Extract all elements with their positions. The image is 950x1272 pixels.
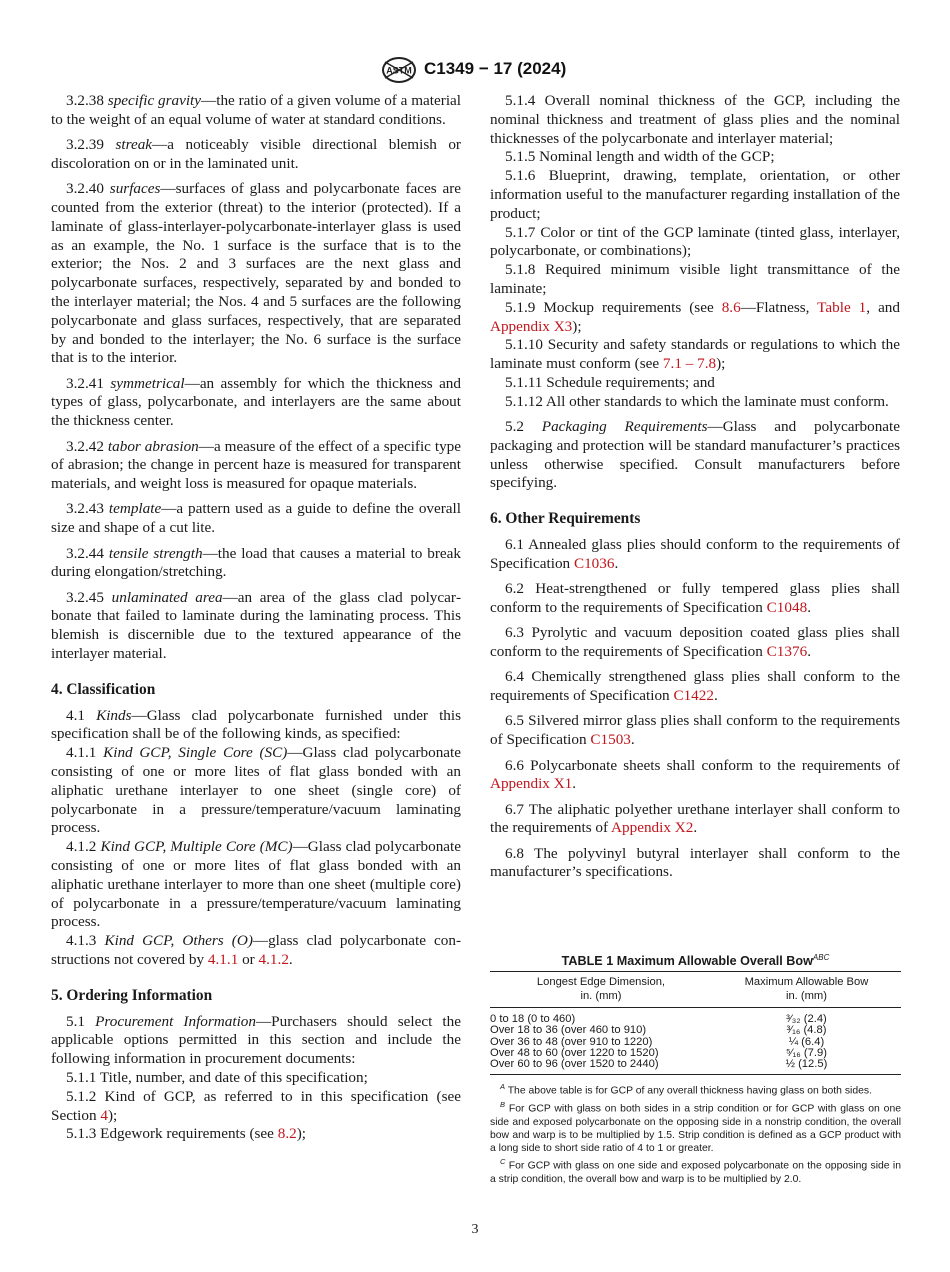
column-header-allowable-bow: Maximum Allowable Bow in. (mm) xyxy=(712,972,901,1008)
link-c1422[interactable]: C1422 xyxy=(673,687,714,705)
section-heading-classification: 4. Classification xyxy=(51,680,156,698)
link-table-1[interactable]: Table 1 xyxy=(817,298,867,316)
left-column xyxy=(51,92,461,1144)
table-row: Over 48 to 60 (over 1220 to 1520) ⁵⁄₁₆ (7.9) xyxy=(490,1046,827,1059)
footnote-b: $^B$ For GCP with glass on both sides in a strip condition or for GCP with glass on one side and exposed polycarbonate on the opposing side in a nonstrip condition, the overall bow and warp is to be multiplied by 1.5. Strip condition is defined as a GCP product with a long side to short side ratio of 4 to 1 or greater. xyxy=(490,1099,901,1154)
link-appendix-x1[interactable]: Appendix X1 xyxy=(490,775,573,793)
paragraph-5-1-7: 5.1.7 Color or tint of the GCP laminate (tinted glass, interlayer, polycarbonate, or combinations); xyxy=(490,223,900,260)
paragraph-5-1-4: 5.1.4 Overall nominal thickness of the GCP, including the nominal thickness and treatment of glass plies and the nominal thicknesses of the polycarbonate and interlayer material; xyxy=(490,92,900,147)
paragraph-6-5: 6.5 Silvered mirror glass plies shall conform to the requirements of Specification C1503. xyxy=(490,712,900,749)
link-8-2[interactable]: 8.2 xyxy=(277,1125,297,1143)
paragraph-6-6: 6.6 Polycarbonate sheets shall conform to the requirements of Appendix X1. xyxy=(490,756,900,793)
footnote-c: $^C$ For GCP with glass on one side and exposed polycarbonate on the opposing side in a strip condition, the overall bow and warp is to be multiplied by 2.0. xyxy=(490,1157,901,1185)
paragraph-5-1: 5.1 Procurement Information—Purchasers should select the applicable options permitted in this section and include the following information in procurement documents: xyxy=(51,1012,461,1068)
link-7-1-7-8[interactable]: 7.1 – 7.8 xyxy=(662,355,717,373)
link-8-6[interactable]: 8.6 xyxy=(721,298,741,316)
paragraph-5-1-3: 5.1.3 Edgework requirements (see 8.2); xyxy=(66,1125,306,1143)
table-footnotes xyxy=(490,1080,901,1186)
paragraph-3-2-44: 3.2.44 tensile strength—the load that causes a material to break during elongation/stretching. xyxy=(51,544,461,581)
table-row: 0 to 18 (0 to 460) ³⁄₃₂ (2.4) xyxy=(490,1013,827,1026)
paragraph-3-2-43: 3.2.43 template—a pattern used as a guide to define the overall size and shape of a cut lite. xyxy=(51,500,461,537)
svg-text:ASTM: ASTM xyxy=(386,65,412,76)
link-c1376[interactable]: C1376 xyxy=(766,643,808,661)
paragraph-4-1-3: 4.1.3 Kind GCP, Others (O)—glass clad polycarbonate constructions not covered by 4.1.1 or 4.1.2. xyxy=(51,932,462,968)
section-heading-other-requirements: 6. Other Requirements xyxy=(490,510,641,528)
link-c1036[interactable]: C1036 xyxy=(573,554,615,572)
page-header xyxy=(0,56,950,86)
link-c1048[interactable]: C1048 xyxy=(766,598,808,616)
paragraph-6-3: 6.3 Pyrolytic and vacuum deposition coated glass plies shall conform to the requirements of Specification C1376. xyxy=(490,624,900,661)
link-section-4[interactable]: 4 xyxy=(100,1106,108,1124)
page-number: 3 xyxy=(471,1222,479,1237)
astm-logo-icon xyxy=(380,56,418,84)
link-4-1-2[interactable]: 4.1.2 xyxy=(258,950,289,968)
paragraph-6-1: 6.1 Annealed glass plies should conform to the requirements of Specification C1036. xyxy=(490,536,900,572)
paragraph-5-1-9: 5.1.9 Mockup requirements (see 8.6—Flatness, Table 1, and Appendix X3); xyxy=(490,298,900,335)
paragraph-4-1: 4.1 Kinds—Glass clad polycarbonate furnished under this specification shall be of the following kinds, as specified: xyxy=(51,706,462,743)
table-row: Over 36 to 48 (over 910 to 1220) ¼ (6.4) xyxy=(490,1035,825,1048)
paragraph-5-1-10: 5.1.10 Security and safety standards or regulations to which the laminate must conform (see 7.1 – 7.8); xyxy=(490,336,900,373)
right-column xyxy=(490,92,900,882)
paragraph-3-2-42: 3.2.42 tabor abrasion—a measure of the effect of a specific type of abrasion; the change in percent haze is measured for transparent materials, and weight loss is measured for opaque materials. xyxy=(51,437,462,493)
paragraph-3-2-40: 3.2.40 surfaces—surfaces of glass and polycarbonate faces are counted from the exterior (threat) to the interior (protected). If a laminate of glass-interlayer-polycarbonate-interlayer glass is used as an example, the No. 1 surface is the surface that is to the exterior; the Nos. 2 and 3 surfaces are the next glass and polycarbonate surfaces, respectively, separated by and bonded to the interlayer material; the Nos. 4 and 5 surfaces are the following polycarbonate and glass surfaces, respectively, that are separated by and bonded to the interlayer; the No. 6 surface is the surface that is to the interior. xyxy=(51,180,461,367)
paragraph-6-7: 6.7 The aliphatic polyether urethane interlayer shall conform to the requirements of Appendix X2. xyxy=(490,800,900,837)
paragraph-4-1-1: 4.1.1 Kind GCP, Single Core (SC)—Glass clad polycarbonate consisting of one or more lites of flat glass bonded with an aliphatic urethane interlayer to one sheet (single core) of polycarbonate in a pressure/temperature/vacuum laminating process. xyxy=(51,744,461,837)
paragraph-6-2: 6.2 Heat-strengthened or fully tempered glass plies shall conform to the requirements of Specification C1048. xyxy=(490,580,900,616)
table-row: Over 60 to 96 (over 1520 to 2440) ½ (12.5) xyxy=(490,1058,828,1070)
paragraph-4-1-2: 4.1.2 Kind GCP, Multiple Core (MC)—Glass clad polycarbonate consisting of one or more lites of flat glass bonded with an aliphatic urethane interlayer to more than one sheet (multiple core) of polycarbonate in a pressure/temperature/vacuum laminating process. xyxy=(51,838,461,931)
section-heading-ordering-information: 5. Ordering Information xyxy=(51,986,213,1004)
standard-designation: C1349 − 17 (2024) xyxy=(424,59,567,78)
paragraph-3-2-41: 3.2.41 symmetrical—an assembly for which the thickness and types of glass, polycarbonate, and interlayers are the same about the thickness center. xyxy=(51,374,461,430)
link-appendix-x3[interactable]: Appendix X3 xyxy=(490,317,573,335)
paragraph-3-2-38: 3.2.38 specific gravity—the ratio of a given volume of a material to the weight of an equal volume of water at standard conditions. xyxy=(51,92,462,128)
table-row: Over 18 to 36 (over 460 to 910) ³⁄₁₆ (4.8) xyxy=(490,1024,827,1037)
paragraph-5-1-8: 5.1.8 Required minimum visible light transmittance of the laminate; xyxy=(490,261,900,297)
bow-table xyxy=(490,971,901,1075)
column-header-edge-dimension: Longest Edge Dimension, in. (mm) xyxy=(490,972,712,1008)
paragraph-3-2-45: 3.2.45 unlaminated area—an area of the glass clad polycarbonate that failed to laminate during the laminating process. This blemish is discernible due to the textured appearance of the interlayer material. xyxy=(51,588,462,663)
paragraph-6-4: 6.4 Chemically strengthened glass plies shall conform to the requirements of Specification C1422. xyxy=(490,668,900,705)
link-4-1-1[interactable]: 4.1.1 xyxy=(207,950,239,968)
link-c1503[interactable]: C1503 xyxy=(590,731,631,749)
paragraph-5-2: 5.2 Packaging Requirements—Glass and polycarbonate packaging and protection will be standard manufacturer’s practices unless otherwise specified. Consult manufacturers before specifying. xyxy=(490,418,900,492)
paragraph-5-1-1: 5.1.1 Title, number, and date of this specification; xyxy=(66,1068,368,1086)
paragraph-5-1-6: 5.1.6 Blueprint, drawing, template, orientation, or other information useful to the manufacturer regarding installation of the product; xyxy=(490,167,900,222)
table-1-max-allowable-bow xyxy=(490,950,901,1186)
paragraph-3-2-39: 3.2.39 streak—a noticeably visible directional blemish or discoloration on or in the laminated unit. xyxy=(51,136,461,172)
paragraph-5-1-12: 5.1.12 All other standards to which the laminate must conform. xyxy=(505,392,889,410)
paragraph-5-1-2: 5.1.2 Kind of GCP, as referred to in this specification (see Section 4); xyxy=(51,1087,461,1124)
link-appendix-x2[interactable]: Appendix X2 xyxy=(611,819,694,837)
paragraph-5-1-11: 5.1.11 Schedule requirements; and xyxy=(505,373,715,391)
paragraph-6-8: 6.8 The polyvinyl butyral interlayer shall conform to the manufacturer’s specifications. xyxy=(490,844,900,881)
table-title: TABLE 1 Maximum Allowable Overall Bow$^{ABC}$ xyxy=(561,953,830,969)
footnote-a: $^A$ The above table is for GCP of any overall thickness having glass on both sides. xyxy=(500,1082,872,1097)
paragraph-5-1-5: 5.1.5 Nominal length and width of the GCP; xyxy=(505,148,775,166)
